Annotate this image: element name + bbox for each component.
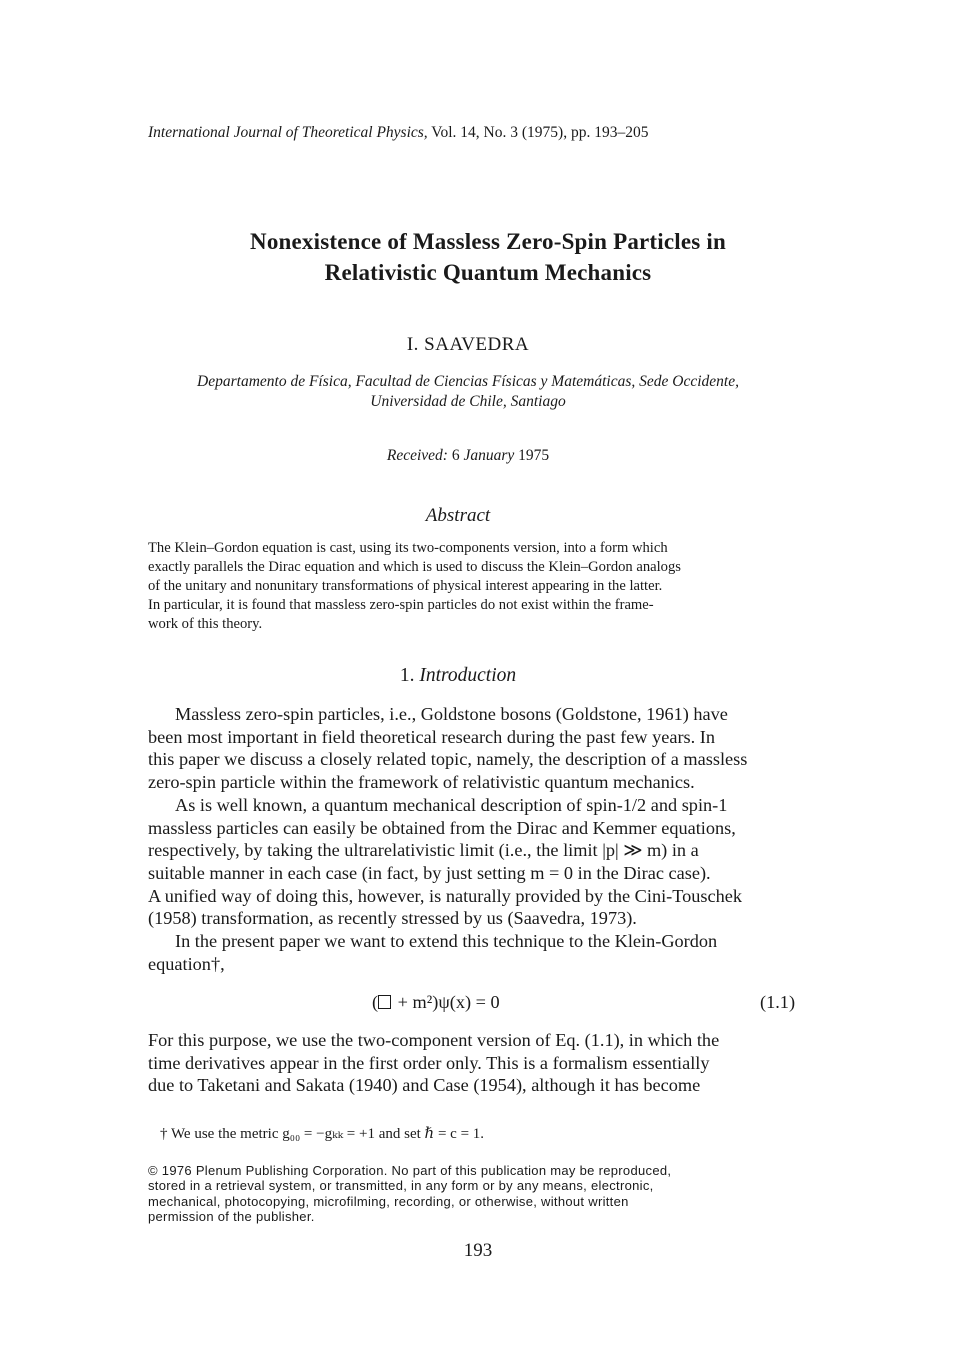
body-line: time derivatives appear in the first order only. This is a formalism essentially <box>148 1052 710 1073</box>
copyright-line: © 1976 Plenum Publishing Corporation. No part of this publication may be reproduced, <box>148 1163 672 1178</box>
body-line: A unified way of doing this, however, is naturally provided by the Cini-Touschek <box>148 885 743 906</box>
intro-paragraphs <box>148 703 848 975</box>
abstract-line: The Klein–Gordon equation is cast, using its two-components version, into a form which <box>148 540 668 556</box>
journal-citation <box>148 124 848 142</box>
received-day: 6 <box>451 447 460 464</box>
dalembertian-box-icon <box>378 995 391 1009</box>
equation-expression <box>372 992 500 1013</box>
affiliation <box>100 372 836 412</box>
affiliation-line-1: Departamento de Física, Facultad de Ciencias Físicas y Matemáticas, Sede Occidente, <box>197 373 739 390</box>
abstract-line: In particular, it is found that massless zero-spin particles do not exist within the frame- <box>148 597 654 613</box>
section-title: Introduction <box>419 665 517 686</box>
copyright-line: permission of the publisher. <box>148 1208 315 1224</box>
received-date <box>0 447 936 465</box>
equation-1-1 <box>148 992 808 1016</box>
body-line: zero-spin particle within the framework of relativistic quantum mechanics. <box>148 772 695 793</box>
author-name: I. SAAVEDRA <box>406 334 530 355</box>
title-line-1: Nonexistence of Massless Zero-Spin Particles in <box>250 229 726 254</box>
body-line: (1958) transformation, as recently stressed by us (Saavedra, 1973). <box>148 908 637 929</box>
body-line: this paper we discuss a closely related topic, namely, the description of a massless <box>148 749 748 770</box>
copyright-line: mechanical, photocopying, microfilming, recording, or otherwise, without written <box>148 1193 629 1209</box>
equation-number: (1.1) <box>760 992 796 1012</box>
body-line: Massless zero-spin particles, i.e., Goldstone bosons (Goldstone, 1961) have <box>175 704 728 724</box>
copyright-line: stored in a retrieval system, or transmitted, in any form or by any means, electronic, <box>148 1178 654 1194</box>
title-line-2: Relativistic Quantum Mechanics <box>324 260 652 285</box>
section-heading <box>0 665 916 687</box>
body-line: due to Taketani and Sakata (1940) and Case (1954), although it has become <box>148 1075 701 1096</box>
body-line: equation†, <box>148 953 225 974</box>
received-label: Received: <box>386 447 448 464</box>
body-line: respectively, by taking the ultrarelativistic limit (i.e., the limit |p| ≫ m) in a <box>148 840 699 861</box>
paper-title <box>100 226 876 288</box>
body-line: been most important in field theoretical research during the past few years. In <box>148 726 716 747</box>
abstract-heading: Abstract <box>425 505 491 526</box>
abstract-line: exactly parallels the Dirac equation and which is used to discuss the Klein–Gordon analogs <box>148 559 681 575</box>
received-month: January <box>463 447 515 464</box>
intro-continuation <box>148 1029 848 1097</box>
abstract-line: of the unitary and nonunitary transformations of physical interest appearing in the latter. <box>148 578 663 594</box>
equation-open-paren: ( <box>372 992 379 1012</box>
abstract-line: work of this theory. <box>148 616 263 632</box>
body-line: In the present paper we want to extend this technique to the Klein-Gordon <box>175 931 718 952</box>
section-number: 1. <box>399 665 415 686</box>
copyright-notice <box>148 1163 848 1224</box>
body-line: As is well known, a quantum mechanical description of spin-1/2 and spin-1 <box>175 794 728 815</box>
body-line: massless particles can easily be obtained from the Dirac and Kemmer equations, <box>148 817 736 838</box>
equation-body: + m²)ψ(x) = 0 <box>393 992 500 1012</box>
footnote: † We use the metric g₀₀ = −gₖₖ = +1 and set ℏ = c = 1. <box>160 1126 485 1142</box>
journal-details: Vol. 14, No. 3 (1975), pp. 193–205 <box>431 124 649 141</box>
journal-name: International Journal of Theoretical Physics, <box>148 124 428 141</box>
abstract-text <box>148 539 838 634</box>
affiliation-line-2: Universidad de Chile, Santiago <box>370 393 566 410</box>
body-line: For this purpose, we use the two-component version of Eq. (1.1), in which the <box>148 1030 720 1050</box>
body-line: suitable manner in each case (in fact, by just setting m = 0 in the Dirac case). <box>148 862 711 883</box>
received-year: 1975 <box>518 447 550 464</box>
page-number: 193 <box>463 1240 493 1261</box>
